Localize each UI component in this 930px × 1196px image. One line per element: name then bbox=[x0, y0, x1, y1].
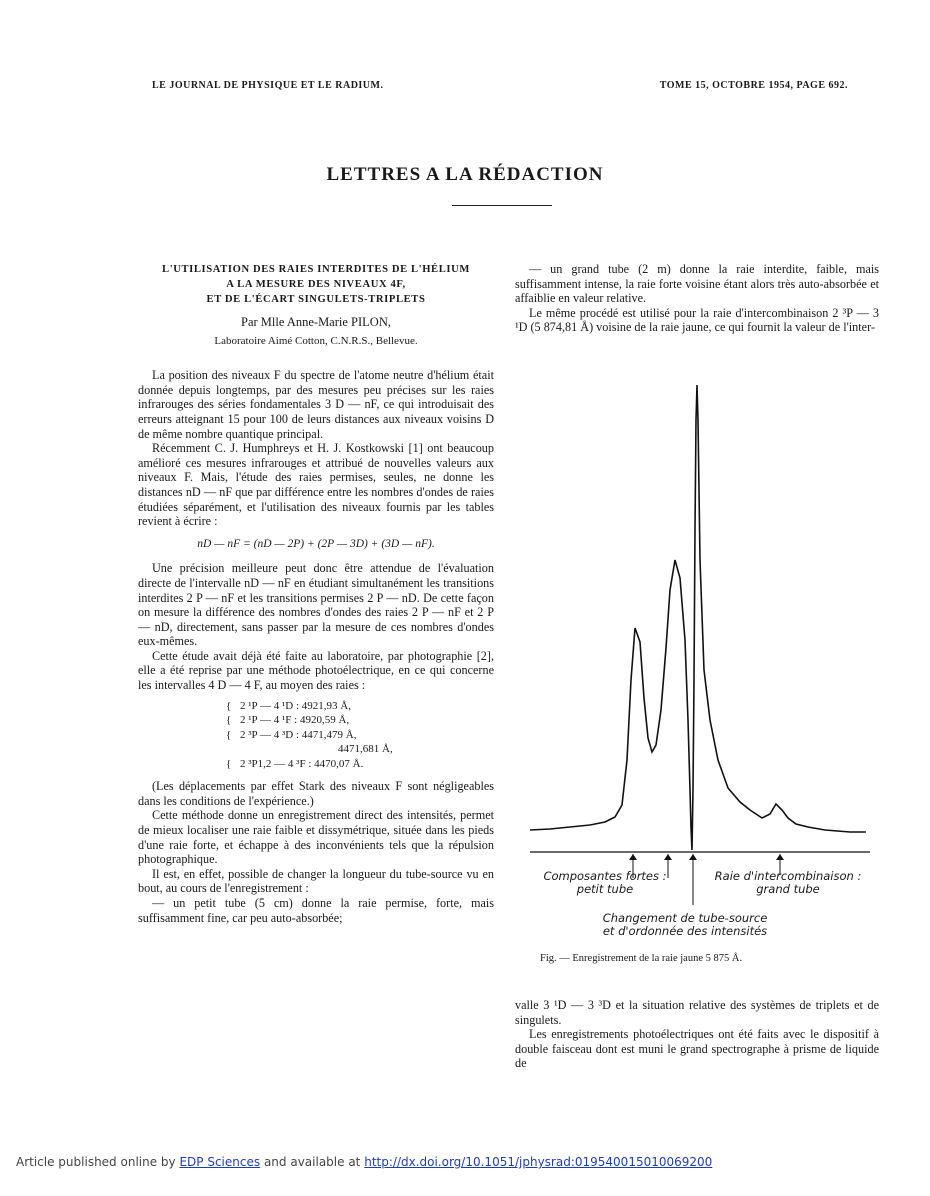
arrowhead-left-1 bbox=[629, 854, 637, 860]
paragraph: Une précision meilleure peut donc être attendue de l'évaluation directe de l'intervalle nD — nF en étudiant simultanément les transitions interdites 2 P — nF et les transitions permises 2 P — nD. De cette façon on mesure la différence des nombres d'ondes des raies 2 P — nF et 2 P — nD, directement, sans passer par la mesure de ces nombres d'ondes eux-mêmes. bbox=[138, 561, 494, 649]
affiliation: Laboratoire Aimé Cotton, C.N.R.S., Bellevue. bbox=[214, 334, 418, 347]
running-header-journal: LE JOURNAL DE PHYSIQUE ET LE RADIUM. bbox=[152, 80, 384, 91]
footer-citation bbox=[16, 1155, 712, 1169]
spectrum-figure bbox=[530, 380, 870, 938]
section-title: LETTRES A LA RÉDACTION bbox=[326, 164, 604, 185]
figure-label-intercombination: Raie d'intercombinaison : grand tube bbox=[714, 869, 862, 896]
spectral-lines-list bbox=[226, 699, 494, 772]
spectrum-trace bbox=[530, 385, 866, 850]
spectral-line: 4471,681 Å, bbox=[338, 743, 393, 756]
figure-caption: Fig. — Enregistrement de la raie jaune 5 875 Å. bbox=[540, 953, 743, 964]
arrowhead-center bbox=[689, 854, 697, 860]
article-title-line: A LA MESURE DES NIVEAUX 4F, bbox=[226, 279, 406, 290]
footer-prefix: Article published online by bbox=[16, 1155, 176, 1169]
figure-label-tube-change: Changement de tube-source et d'ordonnée des intensités bbox=[602, 911, 768, 938]
title-divider bbox=[452, 205, 552, 206]
article-title-line: L'UTILISATION DES RAIES INTERDITES DE L'HÉLIUM bbox=[162, 264, 470, 275]
article-title-line: ET DE L'ÉCART SINGULETS-TRIPLETS bbox=[206, 294, 426, 305]
paragraph: La position des niveaux F du spectre de l'atome neutre d'hélium était donnée depuis longtemps, par des mesures peu précises sur les raies infrarouges des séries fondamentales 3 D — nF, ce qui introduisait des erreurs atteignant 15 pour 100 de leurs distances aux niveaux voisins D de même nombre quantique principal. bbox=[138, 368, 494, 441]
spectral-line: { 2 ¹P — 4 ¹F : 4920,59 Å, bbox=[226, 714, 350, 727]
spectral-line: { 2 ¹P — 4 ¹D : 4921,93 Å, bbox=[226, 699, 351, 712]
doi-link[interactable]: http://dx.doi.org/10.1051/jphysrad:019540015010069200 bbox=[364, 1155, 713, 1169]
paragraph: valle 3 ¹D — 3 ³D et la situation relative des systèmes de triplets et de singulets. bbox=[515, 998, 879, 1027]
publisher-link[interactable]: EDP Sciences bbox=[179, 1155, 261, 1169]
equation: nD — nF = (nD — 2P) + (2P — 3D) + (3D — nF). bbox=[197, 537, 435, 550]
paragraph: Il est, en effet, possible de changer la longueur du tube-source vu en bout, au cours de l'enregistrement : bbox=[138, 866, 494, 896]
paragraph: Les enregistrements photoélectriques ont été faits avec le dispositif à double faisceau dont est muni le grand spectrographe à prisme de liquide de bbox=[515, 1027, 879, 1071]
arrowhead-left-2 bbox=[664, 854, 672, 860]
paragraph: Cette méthode donne un enregistrement direct des intensités, permet de mieux localiser une raie faible et dissymétrique, située dans les pieds d'une raie forte, et échappe à des inconvénients tels que la répulsion photographique. bbox=[138, 808, 494, 867]
right-column-top bbox=[515, 262, 879, 335]
left-column bbox=[138, 262, 494, 925]
article-title bbox=[138, 262, 494, 307]
running-header-volume: TOME 15, OCTOBRE 1954, PAGE 692. bbox=[659, 80, 848, 91]
paragraph: Cette étude avait déjà été faite au laboratoire, par photographie [2], elle a été reprise par une méthode photoélectrique, en ce qui concerne les intervalles 4 D — 4 F, au moyen des raies : bbox=[138, 648, 494, 693]
paragraph: Le même procédé est utilisé pour la raie d'intercombinaison 2 ³P — 3 ¹D (5 874,81 Å) voisine de la raie jaune, ce qui fournit la valeur de l'inter- bbox=[515, 305, 879, 335]
spectral-line: { 2 ³P1,2 — 4 ³F : 4470,07 Å. bbox=[226, 757, 364, 770]
author: Par Mlle Anne-Marie PILON, bbox=[241, 315, 391, 329]
paragraph: Récemment C. J. Humphreys et H. J. Kostkowski [1] ont beaucoup amélioré ces mesures infrarouges et attribué de nouvelles valeurs aux niveaux F. Mais, l'étude des raies permises, seules, ne donne les distances nD — nF que par différence entre les nombres d'ondes de raies étudiées séparément, et l'utilisation des niveaux fournis par les tables revient à écrire : bbox=[138, 441, 494, 529]
spectrum-trace-plot bbox=[530, 380, 870, 940]
footer-middle: and available at bbox=[263, 1155, 361, 1169]
spectral-line: { 2 ³P — 4 ³D : 4471,479 Å, bbox=[226, 728, 357, 741]
right-column-bottom bbox=[515, 998, 879, 1071]
paragraph: (Les déplacements par effet Stark des niveaux F sont négligeables dans les conditions de l'expérience.) bbox=[138, 779, 494, 808]
paragraph: — un grand tube (2 m) donne la raie interdite, faible, mais suffisamment intense, la raie forte voisine étant alors très auto-absorbée et affaiblie en valeur relative. bbox=[515, 262, 879, 306]
arrowhead-right bbox=[776, 854, 784, 860]
figure-label-strong-components: Composantes fortes : petit tube bbox=[543, 869, 667, 896]
paragraph: — un petit tube (5 cm) donne la raie permise, forte, mais suffisamment fine, car peu auto-absorbée; bbox=[138, 895, 494, 925]
